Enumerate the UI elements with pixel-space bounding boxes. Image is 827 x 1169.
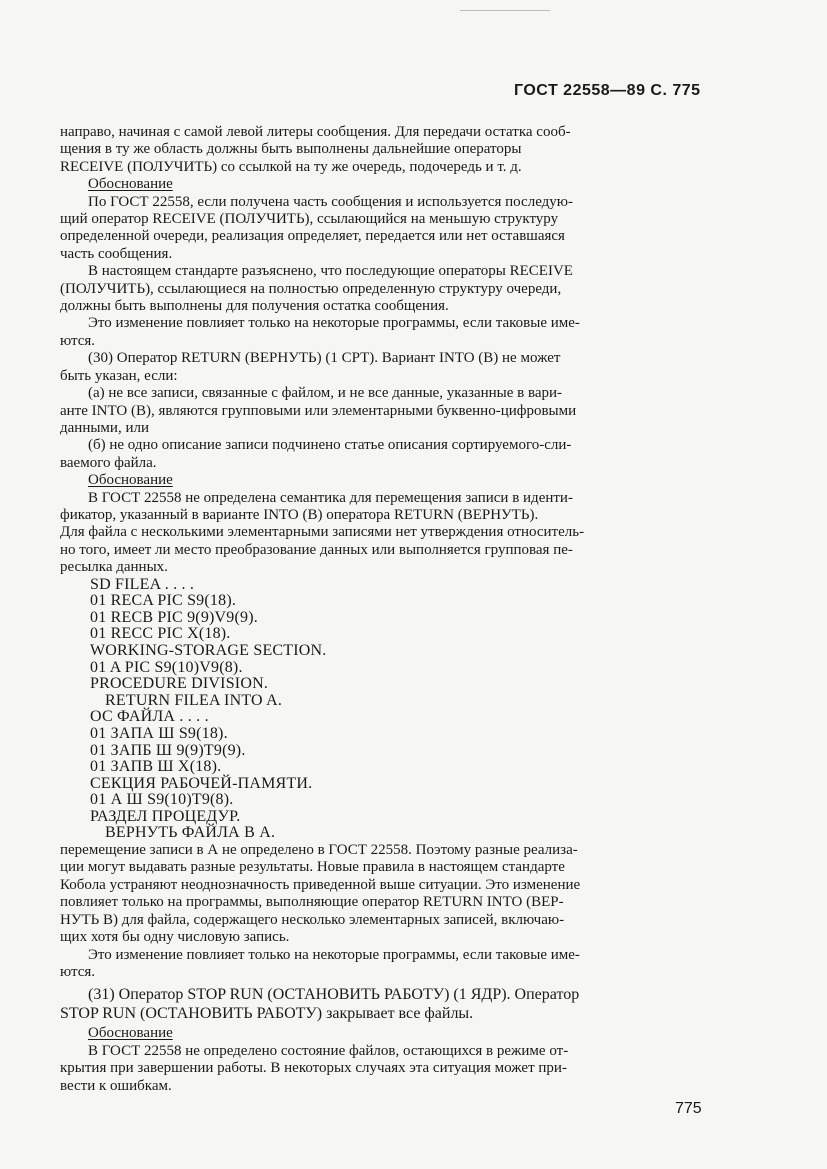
text-line: анте INTO (В), являются групповыми или элементарными буквенно-цифровыми bbox=[60, 402, 577, 419]
paragraph bbox=[60, 947, 710, 982]
paragraph bbox=[60, 385, 710, 437]
text-line: вести к ошибкам. bbox=[60, 1077, 172, 1094]
code-line: 01 ЗАПБ Ш 9(9)Т9(9). bbox=[90, 741, 246, 759]
document-body bbox=[60, 124, 710, 1095]
code-line: 01 ЗАПВ Ш Х(18). bbox=[90, 758, 222, 776]
code-line: СЕКЦИЯ РАБОЧЕЙ-ПАМЯТИ. bbox=[90, 774, 313, 792]
text-line: фикатор, указанный в варианте INTO (В) оператора RETURN (ВЕРНУТЬ). bbox=[60, 506, 539, 523]
page-header: ГОСТ 22558—89 С. 775 bbox=[514, 82, 701, 99]
section-heading: Обоснование bbox=[88, 176, 173, 193]
text-line: щения в ту же область должны быть выполнены дальнейшие операторы bbox=[60, 141, 522, 158]
code-line: 01 А Ш S9(10)Т9(8). bbox=[90, 791, 234, 809]
paragraph bbox=[60, 437, 710, 472]
paragraph bbox=[60, 315, 710, 350]
code-line: RETURN FILEA INTO A. bbox=[105, 691, 283, 709]
text-line: повлияет только на программы, выполняющие оператор RETURN INTO (ВЕР- bbox=[60, 894, 564, 911]
scan-mark bbox=[460, 10, 550, 11]
paragraph bbox=[60, 263, 710, 315]
text-line: ресылка данных. bbox=[60, 559, 168, 576]
text-line: Это изменение повлияет только на некоторые программы, если таковые име- bbox=[88, 946, 580, 963]
text-line: ются. bbox=[60, 963, 96, 980]
text-line: ваемого файла. bbox=[60, 454, 157, 471]
text-line: направо, начиная с самой левой литеры сообщения. Для передачи остатка сооб- bbox=[60, 124, 571, 140]
text-line: щих хотя бы одну числовую запись. bbox=[60, 929, 290, 946]
code-line: РАЗДЕЛ ПРОЦЕДУР. bbox=[90, 807, 241, 825]
code-example bbox=[60, 577, 710, 843]
text-line: Это изменение повлияет только на некоторые программы, если таковые име- bbox=[88, 315, 580, 332]
paragraph bbox=[60, 350, 710, 385]
code-line: ОС ФАЙЛА . . . . bbox=[90, 708, 209, 726]
text-line: перемещение записи в А не определено в ГОСТ 22558. Поэтому разные реализа- bbox=[60, 842, 578, 859]
text-line: В ГОСТ 22558 не определено состояние файлов, остающихся в режиме от- bbox=[88, 1042, 569, 1059]
section-31 bbox=[60, 985, 710, 1023]
page-number: 775 bbox=[675, 1100, 702, 1117]
text-line: По ГОСТ 22558, если получена часть сообщения и используется последую- bbox=[88, 193, 573, 210]
code-line: 01 RECB PIC 9(9)V9(9). bbox=[90, 608, 258, 626]
section-30-title: (30) Оператор RETURN (ВЕРНУТЬ) (1 СРТ). Вариант INTO (В) не может bbox=[88, 350, 561, 367]
text-line: определенной очереди, реализация определяет, передается или нет оставшаяся bbox=[60, 228, 565, 245]
paragraph bbox=[60, 124, 710, 176]
code-line: 01 ЗАПА Ш S9(18). bbox=[90, 724, 228, 742]
section-heading: Обоснование bbox=[88, 472, 173, 489]
text-line: но того, имеет ли место преобразование данных или выполняется групповая пе- bbox=[60, 541, 573, 558]
code-line: 01 A PIC S9(10)V9(8). bbox=[90, 658, 243, 676]
text-line: Кобола устраняют неоднозначность приведенной выше ситуации. Это изменение bbox=[60, 876, 581, 893]
code-line: WORKING-STORAGE SECTION. bbox=[90, 641, 327, 659]
text-line: ются. bbox=[60, 332, 96, 349]
text-line: быть указан, если: bbox=[60, 367, 178, 384]
text-line: В настоящем стандарте разъяснено, что последующие операторы RECEIVE bbox=[88, 263, 573, 280]
text-line: крытия при завершении работы. В некоторых случаях эта ситуация может при- bbox=[60, 1060, 567, 1077]
code-line: ВЕРНУТЬ ФАЙЛА В А. bbox=[105, 824, 276, 842]
text-line: (а) не все записи, связанные с файлом, и не все данные, указанные в вари- bbox=[88, 385, 563, 402]
text-line: Для файла с несколькими элементарными записями нет утверждения относитель- bbox=[60, 524, 585, 541]
text-line: данными, или bbox=[60, 419, 149, 436]
text-line: часть сообщения. bbox=[60, 245, 173, 262]
text-line: ции могут выдавать разные результаты. Новые правила в настоящем стандарте bbox=[60, 859, 565, 876]
paragraph bbox=[60, 490, 710, 577]
code-line: SD FILEA . . . . bbox=[90, 575, 195, 593]
text-line: STOP RUN (ОСТАНОВИТЬ РАБОТУ) закрывает все файлы. bbox=[60, 1005, 474, 1023]
section-heading: Обоснование bbox=[88, 1025, 173, 1042]
code-line: PROCEDURE DIVISION. bbox=[90, 675, 269, 693]
text-line: щий оператор RECEIVE (ПОЛУЧИТЬ), ссылающийся на меньшую структуру bbox=[60, 211, 559, 228]
text-line: должны быть выполнены для получения остатка сообщения. bbox=[60, 298, 449, 315]
text-line: RECEIVE (ПОЛУЧИТЬ) со ссылкой на ту же очередь, подочередь и т. д. bbox=[60, 158, 522, 175]
paragraph bbox=[60, 842, 710, 946]
text-line: (ПОЛУЧИТЬ), ссылающиеся на полностью определенную структуру очереди, bbox=[60, 280, 562, 297]
code-line: 01 RECC PIC X(18). bbox=[90, 625, 231, 643]
text-line: (б) не одно описание записи подчинено статье описания сортируемого-сли- bbox=[88, 437, 572, 454]
paragraph bbox=[60, 1043, 710, 1095]
text-line: В ГОСТ 22558 не определена семантика для перемещения записи в иденти- bbox=[88, 489, 573, 506]
section-31-title: (31) Оператор STOP RUN (ОСТАНОВИТЬ РАБОТУ) (1 ЯДР). Оператор bbox=[88, 986, 580, 1004]
paragraph bbox=[60, 194, 710, 264]
code-line: 01 RECA PIC S9(18). bbox=[90, 592, 237, 610]
text-line: НУТЬ В) для файла, содержащего несколько элементарных записей, включаю- bbox=[60, 911, 565, 928]
